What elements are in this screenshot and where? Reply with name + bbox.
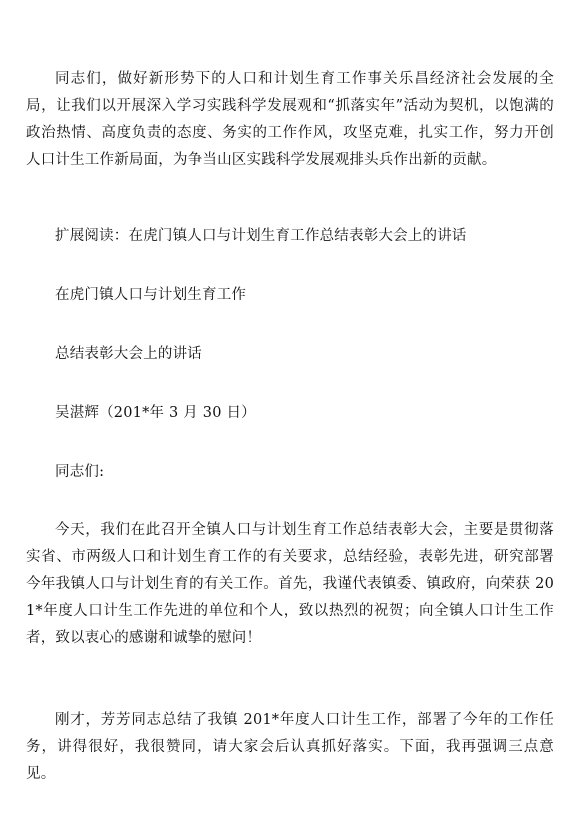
paragraph-three-points: 刚才，芳芳同志总结了我镇 201*年度人口计生工作，部署了今年的工作任务，讲得很好，我很赞同，请大家会后认真抓好落实。下面，我再强调三点意见。 bbox=[26, 712, 554, 782]
speaker-and-date: 吴湛辉（201*年 3 月 30 日） bbox=[55, 405, 256, 421]
extended-reading-heading: 扩展阅读：在虎门镇人口与计划生育工作总结表彰大会上的讲话 bbox=[55, 228, 467, 244]
speech-title-line-2: 总结表彰大会上的讲话 bbox=[55, 346, 202, 362]
speech-title-line-1: 在虎门镇人口与计划生育工作 bbox=[55, 287, 247, 303]
salutation: 同志们: bbox=[55, 464, 105, 480]
paragraph-closing-remarks: 同志们，做好新形势下的人口和计划生育工作事关乐昌经济社会发展的全局，让我们以开展深入学习实践科学发展观和“抓落实年”活动为契机，以饱满的政治热情、高度负责的态度、务实的工作作风，攻坚克难，扎实工作，努力开创人口计生工作新局面，为争当山区实践科学发展观排头兵作出新的贡献。 bbox=[26, 71, 554, 168]
paragraph-opening: 今天，我们在此召开全镇人口与计划生育工作总结表彰大会，主要是贯彻落实省、市两级人口和计划生育工作的有关要求，总结经验，表彰先进，研究部署今年我镇人口与计划生育的有关工作。首先，我谨代表镇委、镇政府，向荣获 201*年度人口计生工作先进的单位和个人，致以热烈的祝贺；向全镇人口计生工作者，致以衷心的感谢和诚挚的慰问！ bbox=[26, 522, 554, 646]
